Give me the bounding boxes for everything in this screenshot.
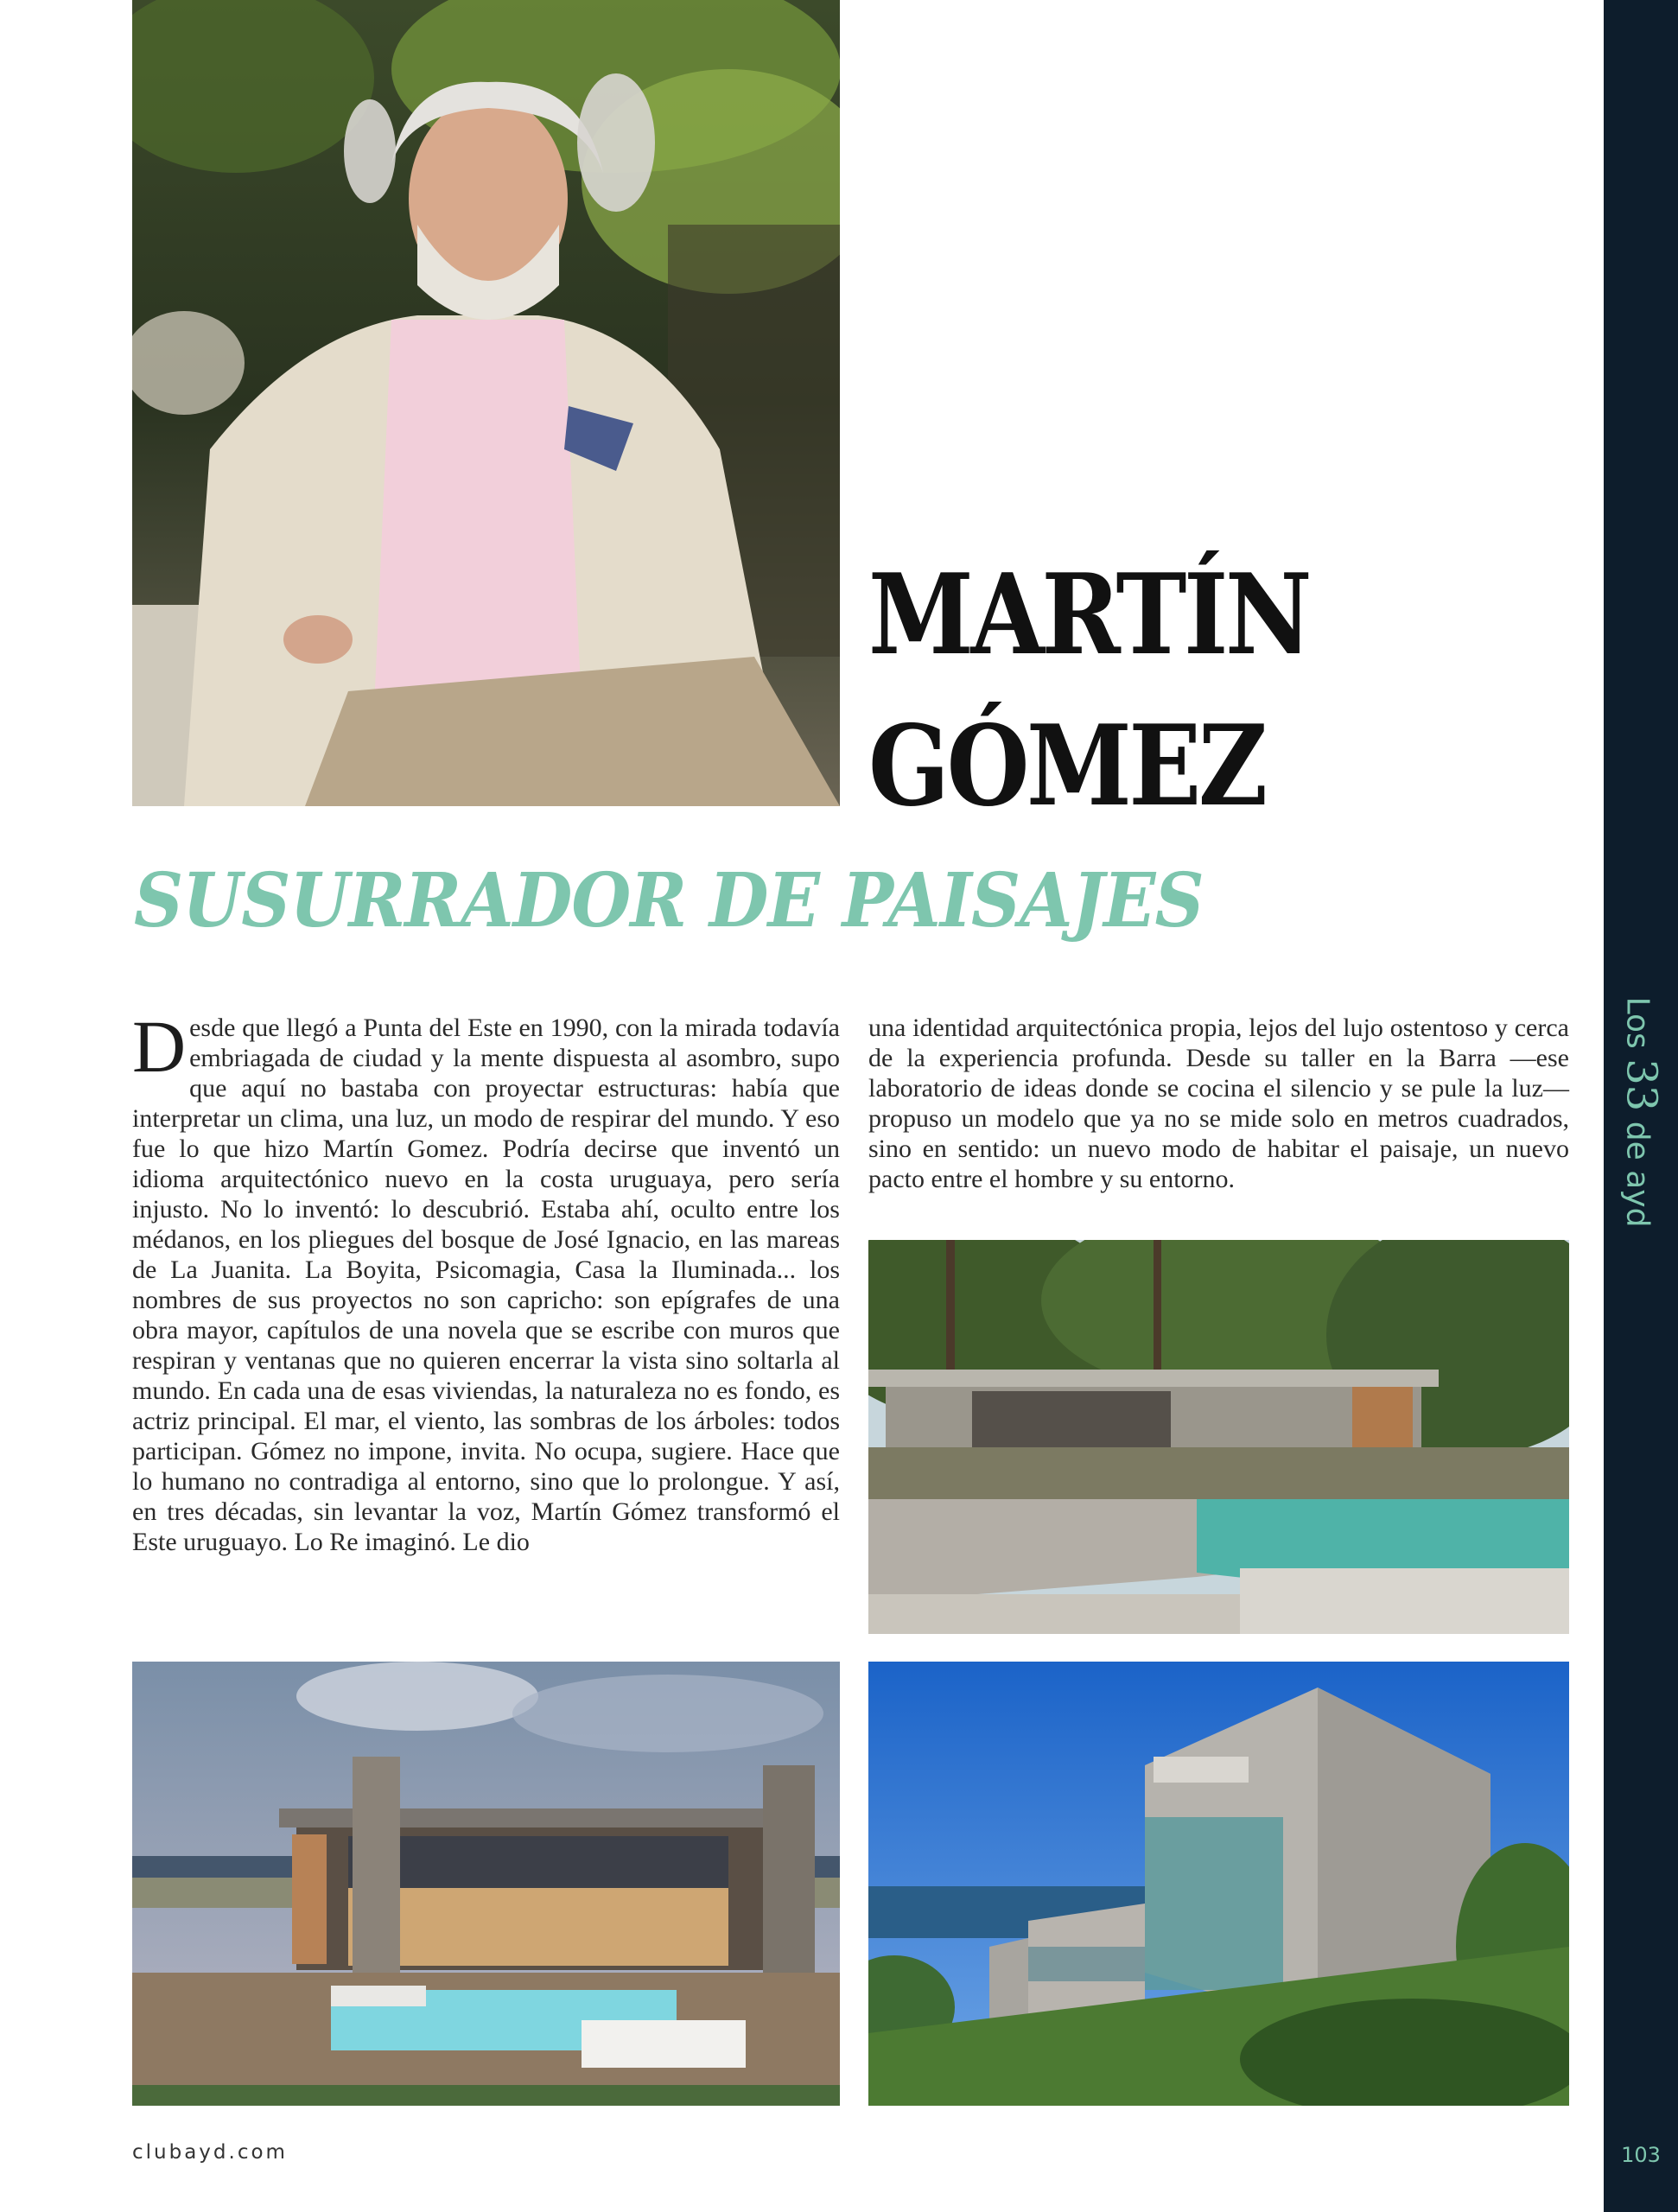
- sidebar-label-number: 33: [1617, 1058, 1665, 1112]
- article-title-line1: MARTÍN: [868, 550, 1310, 680]
- sidebar-label-prefix: Los: [1619, 996, 1655, 1049]
- portrait-photo: [132, 0, 840, 806]
- sidebar-section-label: [1605, 995, 1677, 1229]
- article-title-line2: GÓMEZ: [868, 702, 1265, 831]
- article-column-1: [132, 1005, 840, 1635]
- house-pool-photo: [868, 1240, 1569, 1634]
- concrete-house-photo: [868, 1662, 1569, 2106]
- drop-cap: D: [132, 1005, 187, 1088]
- sidebar-label-suffix: de ayd: [1619, 1121, 1655, 1228]
- house-dusk-photo: [132, 1662, 840, 2106]
- page-number: 103: [1621, 2143, 1661, 2167]
- column-1-text: esde que llegó a Punta del Este en 1990, con la mirada todavía embriagada de ciudad y la mente dispuesta al asombro, supo que aquí no bastaba con proyectar estructuras: había que interpretar un clima, una luz, un modo de respirar del mundo. Y eso fue lo que hizo Martín Gomez. Podría decirse que inventó un idioma arquitectónico nuevo en la costa uruguaya, pero sería injusto. No lo inventó: lo descubrió. Estaba ahí, oculto entre los médanos, en los pliegues del bosque de José Ignacio, en las mareas de La Juanita. La Boyita, Psicomagia, Casa la Iluminada... los nombres de sus proyectos no son capricho: son epígrafes de una obra mayor, capítulos de una novela que se escribe con muros que respiran y ventanas que no quieren encerrar la vista sino soltarla al mundo. En cada una de esas viviendas, la naturaleza no es fondo, es actriz principal. El mar, el viento, las sombras de los árboles: todos participan. Gómez no impone, invita. No ocupa, sugiere. Hace que lo humano no contradiga al entorno, sino que lo prolongue. Y así, en tres décadas, sin levantar la voz, Martín Gómez transformó el Este uruguayo. Lo Re imaginó. Le dio: [132, 1014, 840, 1556]
- article-column-2: una identidad arquitectónica propia, lejos del lujo ostentoso y cerca de la experiencia profunda. Desde su taller en la Barra —ese laboratorio de ideas donde se cocina el silencio y se pule la luz— propuso un modelo que ya no se mide solo en metros cuadrados, sino en sentido: un nuevo modo de habitar el paisaje, un nuevo pacto entre el hombre y su entorno.: [868, 1014, 1569, 1193]
- article-subtitle: SUSURRADOR DE PAISAJES: [134, 857, 1204, 944]
- footer-website: clubayd.com: [132, 2141, 288, 2164]
